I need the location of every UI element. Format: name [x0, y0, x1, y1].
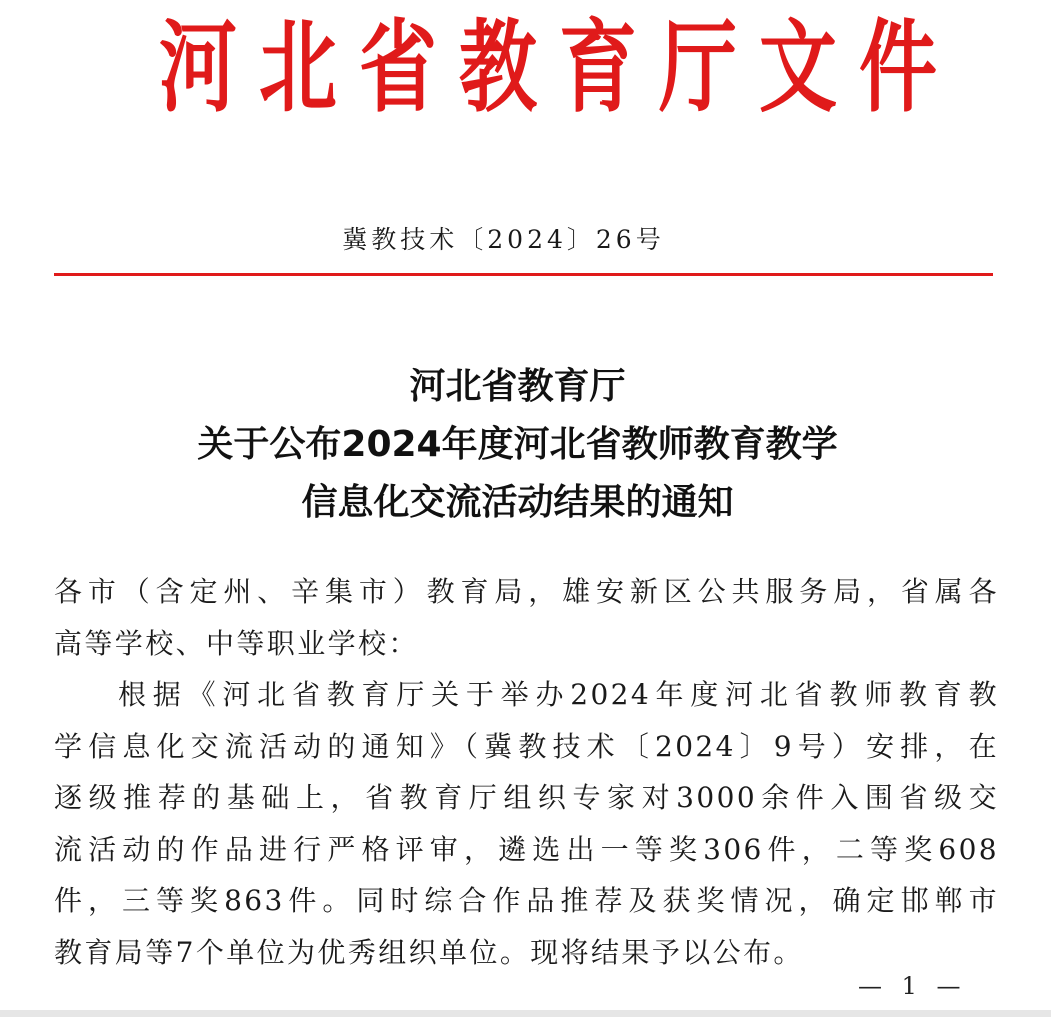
body-line: 根据《河北省教育厅关于举办2024年度河北省教师教育教 [118, 678, 999, 711]
body-line: 教育局等7个单位为优秀组织单位。现将结果予以公布。 [54, 935, 804, 969]
document-number: 冀教技术〔2024〕26号 [342, 225, 665, 254]
masthead-char: 厅 [659, 9, 737, 126]
masthead-title [30, 8, 1020, 128]
red-divider-line [54, 273, 993, 276]
masthead-char: 件 [859, 9, 937, 126]
body-line: 各市（含定州、辛集市）教育局，雄安新区公共服务局，省属各 [54, 575, 999, 608]
masthead-char: 教 [459, 9, 537, 126]
masthead-char: 省 [359, 9, 437, 126]
body-line: 逐级推荐的基础上，省教育厅组织专家对3000余件入围省级交 [54, 781, 999, 814]
body-line: 学信息化交流活动的通知》（冀教技术〔2024〕9号）安排，在 [54, 729, 999, 763]
title-line-3: 信息化交流活动结果的通知 [301, 482, 734, 523]
body-line: 流活动的作品进行严格评审，遴选出一等奖306件，二等奖608 [54, 832, 999, 866]
body-line: 件，三等奖863件。同时综合作品推荐及获奖情况，确定邯郸市 [54, 884, 999, 917]
masthead-char: 文 [759, 9, 837, 126]
document-title [0, 358, 1043, 532]
body-line: 高等学校、中等职业学校： [54, 626, 419, 660]
masthead-char: 育 [559, 9, 637, 126]
masthead-char: 河 [159, 9, 237, 126]
masthead-char: 北 [259, 9, 337, 126]
page-number: — 1 — [858, 972, 967, 1000]
document-body [54, 566, 999, 978]
bottom-edge [0, 1010, 1051, 1017]
title-line-1: 河北省教育厅 [409, 366, 626, 407]
title-line-2: 关于公布2024年度河北省教师教育教学 [197, 424, 838, 465]
